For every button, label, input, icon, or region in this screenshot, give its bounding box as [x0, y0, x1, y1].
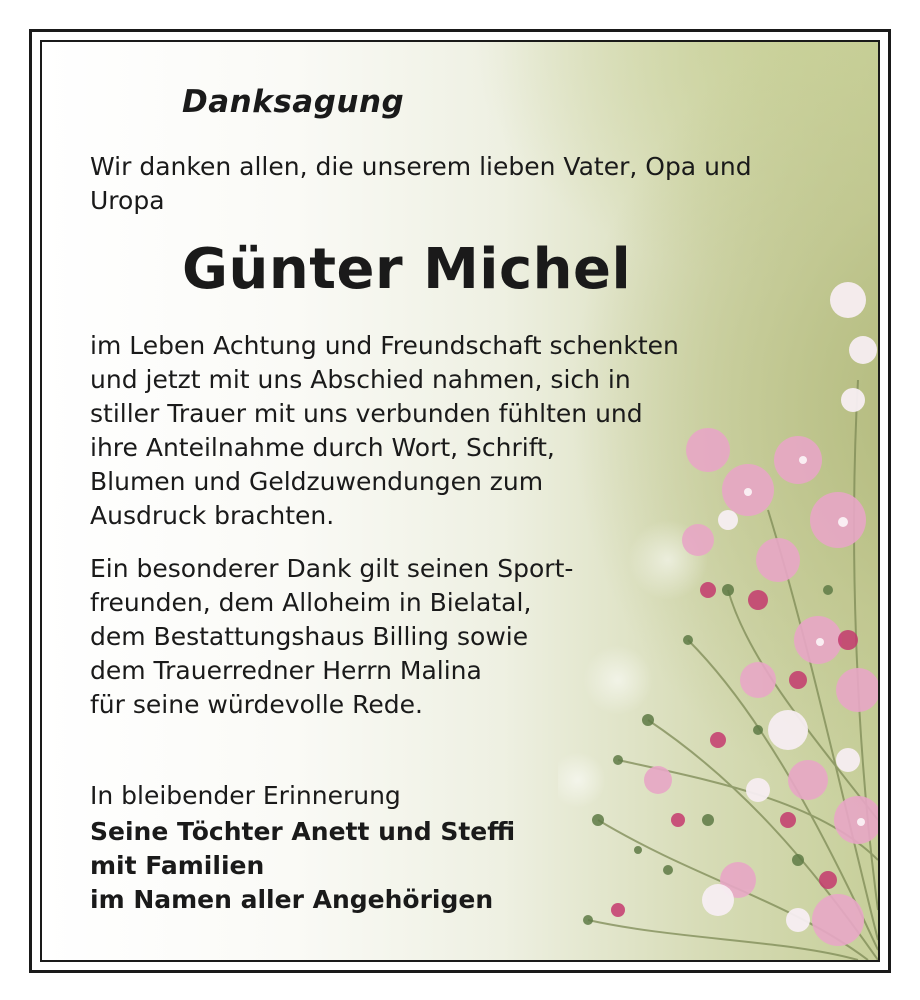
- body-line: im Leben Achtung und Freundschaft schenkten: [90, 331, 679, 360]
- closing-line: In bleibender Erinnerung: [90, 781, 401, 810]
- outer-border: [29, 29, 891, 973]
- signature-line: im Namen aller Angehörigen: [90, 885, 494, 914]
- thanks-line: dem Bestattungshaus Billing sowie: [90, 622, 529, 651]
- thanks-line: Ein besonderer Dank gilt seinen Sport-: [90, 554, 574, 583]
- thanks-line: für seine würdevolle Rede.: [90, 690, 423, 719]
- body-line: stiller Trauer mit uns verbunden fühlten und: [90, 399, 643, 428]
- body-line: ihre Anteilnahme durch Wort, Schrift,: [90, 433, 555, 462]
- thanks-line: freunden, dem Alloheim in Bielatal,: [90, 588, 532, 617]
- deceased-name: Günter Michel: [182, 237, 632, 302]
- body-line: Blumen und Geldzuwendungen zum: [90, 467, 544, 496]
- signature-line: Seine Töchter Anett und Steffi: [90, 817, 516, 846]
- body-line: und jetzt mit uns Abschied nahmen, sich in: [90, 365, 631, 394]
- thanks-line: dem Trauerredner Herrn Malina: [90, 656, 482, 685]
- intro-line: Wir danken allen, die unserem lieben Vater, Opa und: [90, 152, 752, 181]
- signature-line: mit Familien: [90, 851, 265, 880]
- heading-danksagung: Danksagung: [182, 84, 405, 120]
- intro-line: Uropa: [90, 186, 165, 215]
- notice-panel: [40, 40, 880, 962]
- body-line: Ausdruck brachten.: [90, 501, 335, 530]
